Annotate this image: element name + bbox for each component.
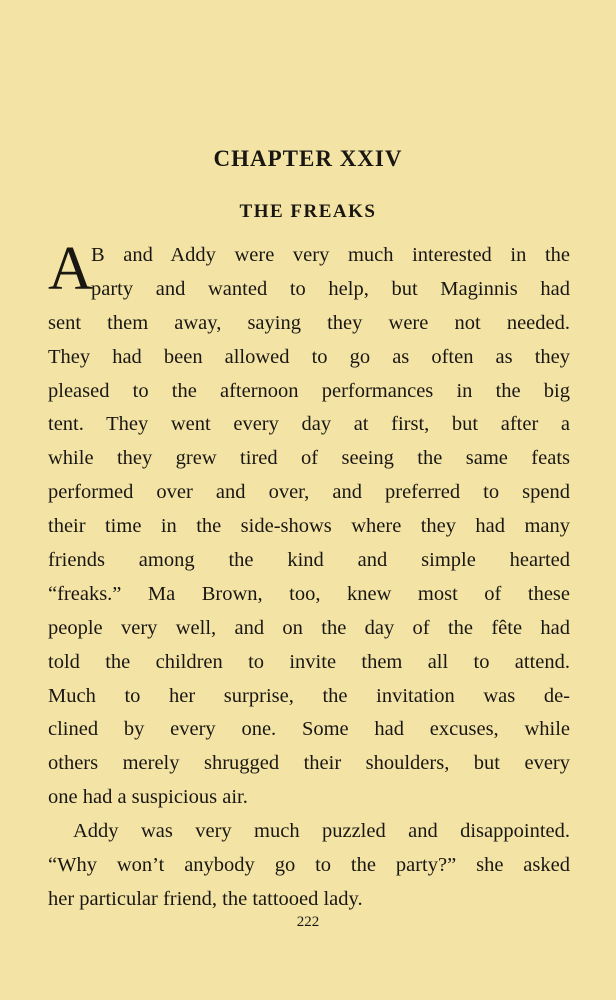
text-line: told the children to invite them all to attend. (48, 650, 570, 673)
text-line: “freaks.” Ma Brown, too, knew most of these (48, 582, 570, 605)
text-line: one had a suspicious air. (48, 786, 248, 809)
text-line: tent. They went every day at first, but after a (48, 413, 570, 436)
text-line: while they grew tired of seeing the same feats (48, 447, 570, 470)
text-line: Addy was very much puzzled and disappointed. (73, 820, 570, 843)
text-line: sent them away, saying they were not needed. (48, 311, 570, 334)
drop-cap: A (48, 235, 93, 303)
text-line: people very well, and on the day of the fête had (48, 616, 570, 639)
page-number: 222 (296, 914, 320, 930)
text-line: her particular friend, the tattooed lady. (48, 887, 363, 910)
text-line: friends among the kind and simple hearted (48, 549, 570, 572)
body-text (48, 235, 570, 917)
text-line: party and wanted to help, but Maginnis had (91, 277, 570, 300)
text-line: They had been allowed to go as often as they (48, 345, 570, 368)
text-line: clined by every one. Some had excuses, while (48, 718, 570, 741)
chapter-title: THE FREAKS (239, 201, 377, 222)
text-line: B and Addy were very much interested in the (91, 244, 570, 266)
text-line: their time in the side-shows where they had many (48, 515, 570, 538)
text-line: “Why won’t anybody go to the party?” she asked (48, 854, 570, 877)
chapter-heading: CHAPTER XXIV (213, 146, 403, 171)
text-line: pleased to the afternoon performances in the big (48, 379, 570, 402)
text-line: performed over and over, and preferred to spend (48, 481, 570, 504)
text-line: Much to her surprise, the invitation was de- (48, 684, 570, 707)
paragraph (48, 235, 570, 815)
paragraph (48, 815, 570, 917)
text-line: others merely shrugged their shoulders, but every (48, 752, 570, 775)
